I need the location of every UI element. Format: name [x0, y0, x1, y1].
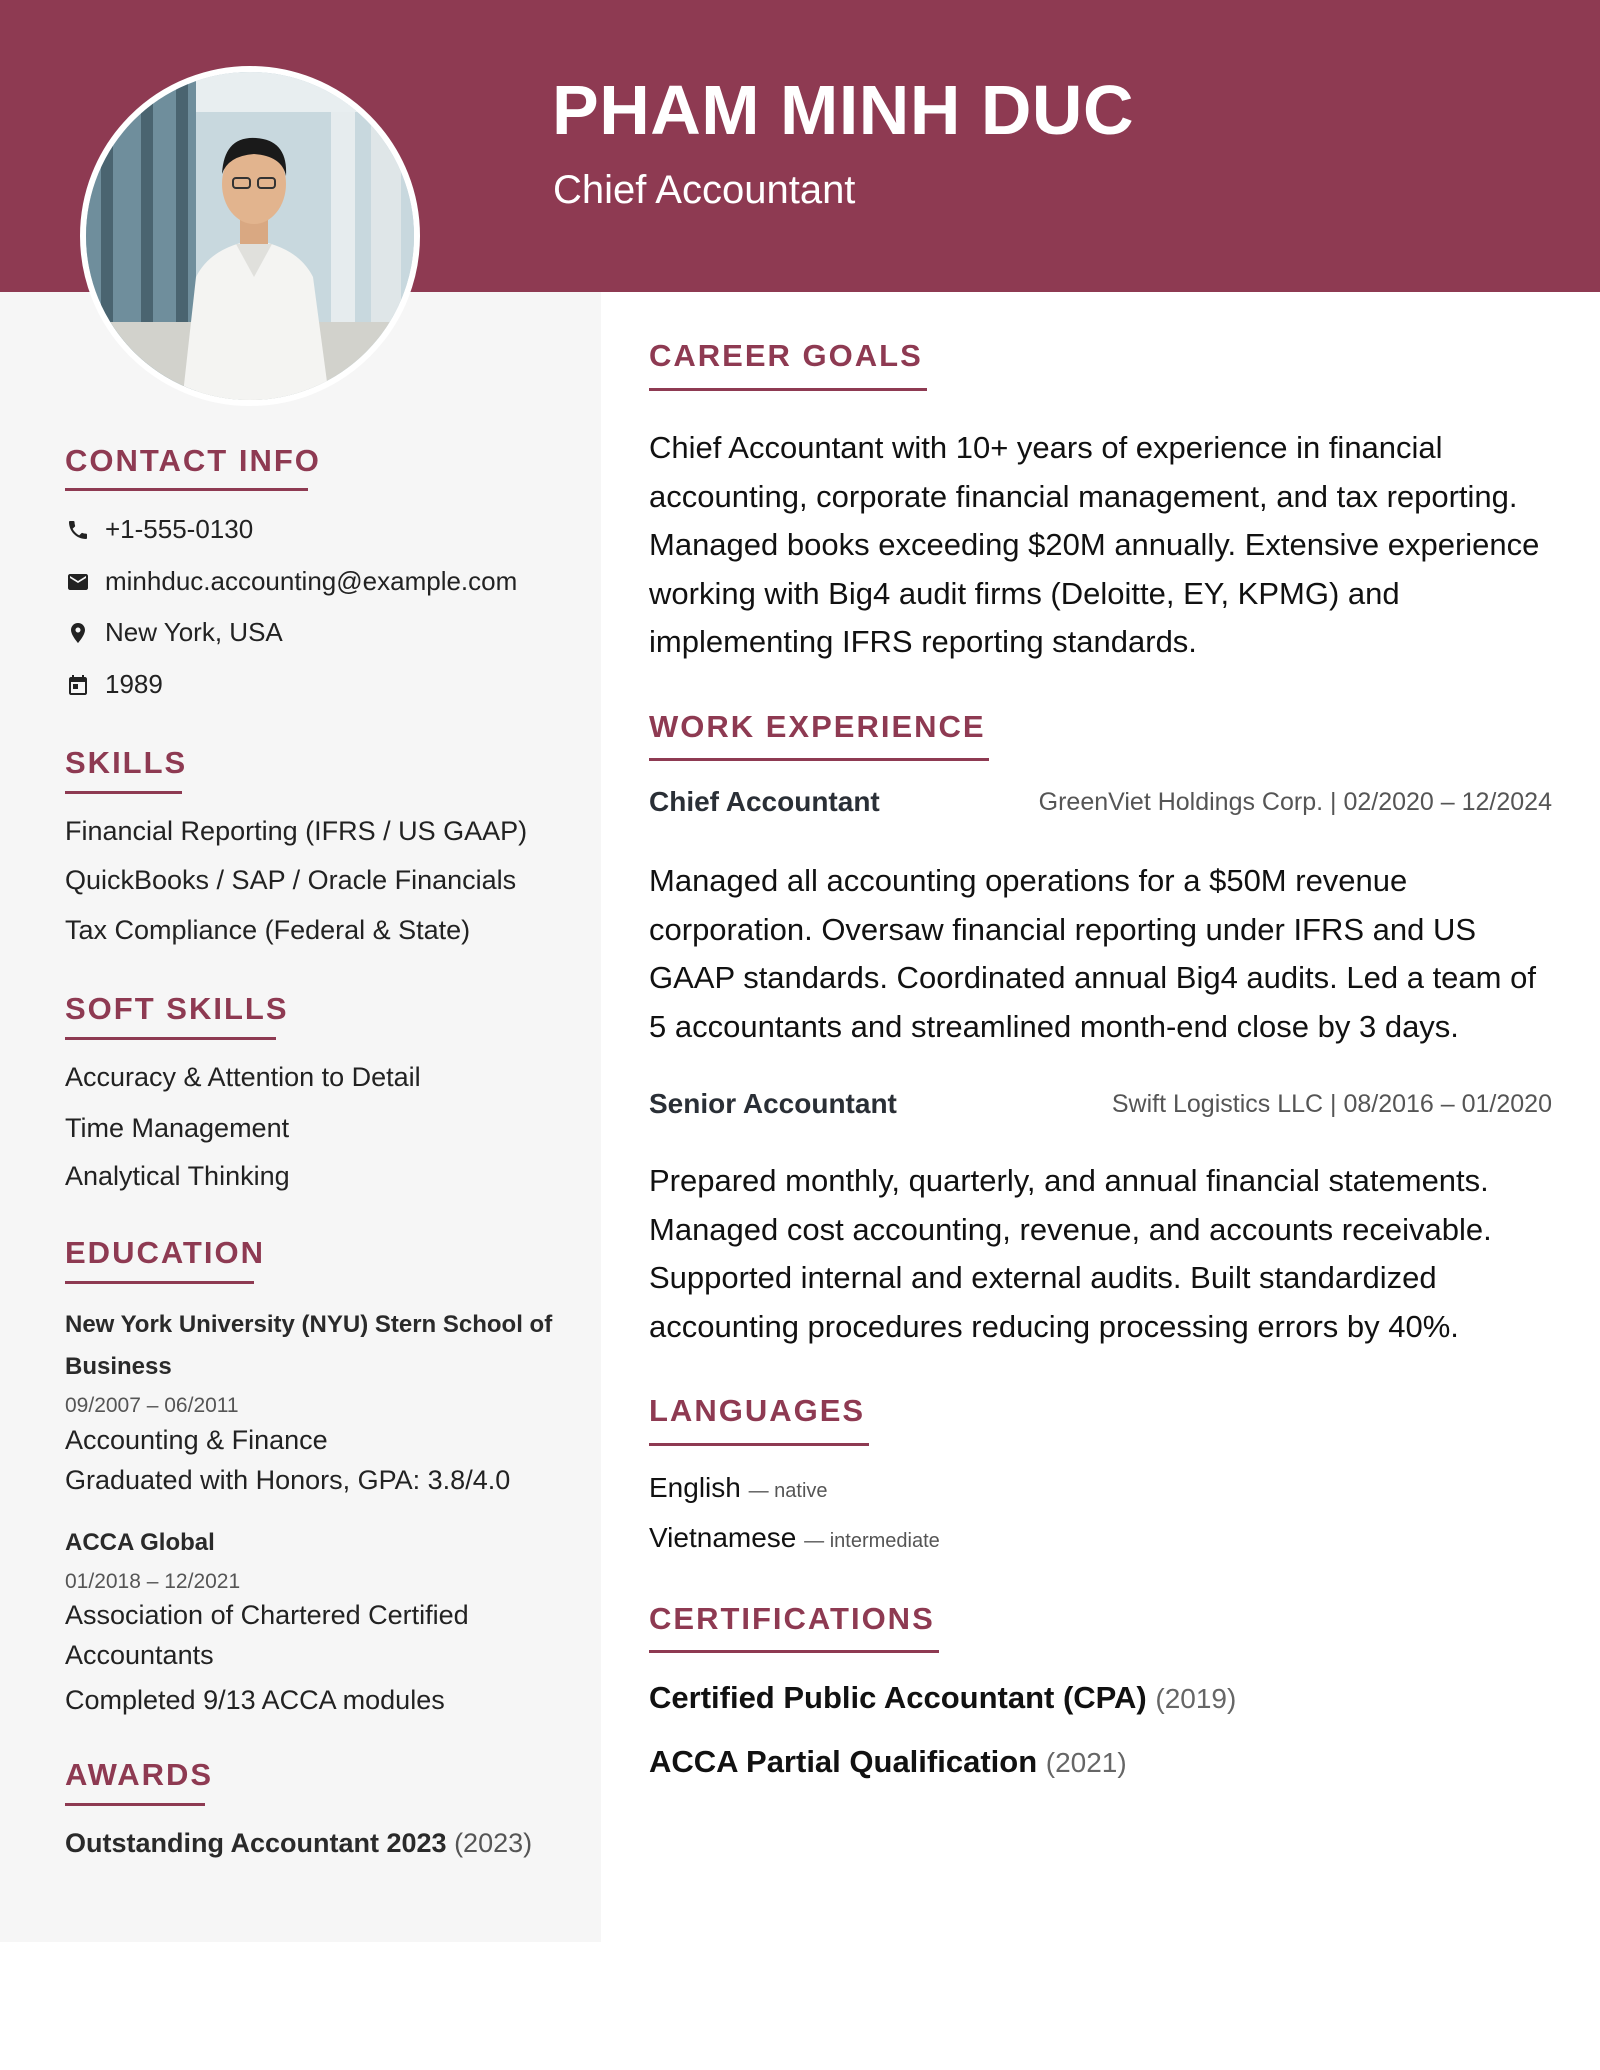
certifications-underline [649, 1650, 939, 1653]
awards-heading: AWARDS [65, 1757, 214, 1792]
contact-birth-year-value: 1989 [105, 669, 163, 699]
education-detail: Completed 9/13 ACCA modules [65, 1685, 445, 1715]
skill-item: QuickBooks / SAP / Oracle Financials [65, 865, 517, 895]
candidate-name: PHAM MINH DUC [552, 71, 1135, 149]
languages-heading: LANGUAGES [649, 1393, 866, 1428]
contact-phone-value: +1-555-0130 [105, 514, 254, 544]
award-year: (2023) [454, 1828, 533, 1858]
certification-year: (2019) [1155, 1683, 1237, 1714]
contact-heading: CONTACT INFO [65, 443, 321, 478]
certification-item [649, 1680, 1236, 1716]
awards-underline [65, 1803, 205, 1806]
job-company-dates: GreenViet Holdings Corp. | 02/2020 – 12/2024 [1038, 788, 1552, 816]
work-experience-heading: WORK EXPERIENCE [649, 709, 986, 744]
job-description: Managed all accounting operations for a $50M revenue corporation. Oversaw financial reporting under IFRS and US GAAP standards. Coordinated annual Big4 audits. Led a team of 5 accountants and streamlined month-end close by 3 days. [649, 863, 1536, 1044]
soft-skill-item: Time Management [65, 1113, 290, 1143]
language-level: — native [748, 1480, 828, 1502]
education-dates: 09/2007 – 06/2011 [65, 1394, 239, 1417]
career-goals-underline [649, 388, 927, 391]
contact-birth-year [65, 669, 163, 700]
education-detail: Accounting & Finance [65, 1425, 328, 1455]
soft-skills-heading: SOFT SKILLS [65, 991, 289, 1026]
certification-year: (2021) [1045, 1747, 1127, 1778]
contact-location [65, 617, 283, 648]
job-company-dates: Swift Logistics LLC | 08/2016 – 01/2020 [1111, 1090, 1552, 1118]
career-goals-text: Chief Accountant with 10+ years of experience in financial accounting, corporate financial management, and tax reporting. Managed books exceeding $20M annually. Extensive experience working with Big4 audit firms (Deloitte, EY, KPMG) and implementing IFRS reporting standards. [649, 430, 1540, 659]
education-underline [65, 1281, 254, 1284]
soft-skills-underline [65, 1037, 276, 1040]
language-name: English [649, 1472, 741, 1503]
award-item [65, 1828, 532, 1859]
award-name: Outstanding Accountant 2023 [65, 1828, 447, 1858]
language-level: — intermediate [804, 1530, 940, 1552]
skill-item: Financial Reporting (IFRS / US GAAP) [65, 816, 528, 846]
location-pin-icon [65, 620, 91, 646]
certification-name: Certified Public Accountant (CPA) [649, 1680, 1147, 1715]
skills-heading: SKILLS [65, 745, 188, 780]
soft-skill-item: Accuracy & Attention to Detail [65, 1062, 421, 1092]
profile-photo-illustration [86, 72, 420, 406]
language-item [649, 1522, 940, 1554]
certifications-heading: CERTIFICATIONS [649, 1601, 935, 1636]
phone-icon [65, 517, 91, 543]
contact-phone [65, 514, 253, 545]
languages-underline [649, 1443, 869, 1446]
job-title: Senior Accountant [649, 1088, 897, 1119]
calendar-icon [65, 672, 91, 698]
language-name: Vietnamese [649, 1522, 797, 1553]
soft-skill-item: Analytical Thinking [65, 1161, 290, 1191]
career-goals-heading: CAREER GOALS [649, 338, 923, 373]
skill-item: Tax Compliance (Federal & State) [65, 915, 471, 945]
contact-email-value: minhduc.accounting@example.com [105, 566, 518, 596]
education-heading: EDUCATION [65, 1235, 265, 1270]
work-experience-underline [649, 758, 989, 761]
job-description: Prepared monthly, quarterly, and annual financial statements. Managed cost accounting, revenue, and accounts receivable. Supported internal and external audits. Built standardized accounting procedures reducing processing errors by 40%. [649, 1163, 1492, 1344]
contact-underline [65, 488, 308, 491]
contact-location-value: New York, USA [105, 617, 283, 647]
email-icon [65, 569, 91, 595]
education-school: ACCA Global [65, 1529, 215, 1556]
education-detail: Graduated with Honors, GPA: 3.8/4.0 [65, 1465, 511, 1495]
profile-photo [80, 66, 420, 406]
contact-email [65, 566, 517, 597]
education-school: New York University (NYU) Stern School of Business [65, 1311, 553, 1380]
sidebar [0, 292, 601, 1942]
skills-underline [65, 791, 182, 794]
language-item [649, 1472, 828, 1504]
job-title: Chief Accountant [649, 786, 880, 817]
candidate-title: Chief Accountant [553, 168, 856, 212]
certification-item [649, 1744, 1127, 1780]
education-detail: Association of Chartered Certified Accountants [65, 1600, 469, 1670]
certification-name: ACCA Partial Qualification [649, 1744, 1038, 1779]
education-dates: 01/2018 – 12/2021 [65, 1570, 241, 1593]
